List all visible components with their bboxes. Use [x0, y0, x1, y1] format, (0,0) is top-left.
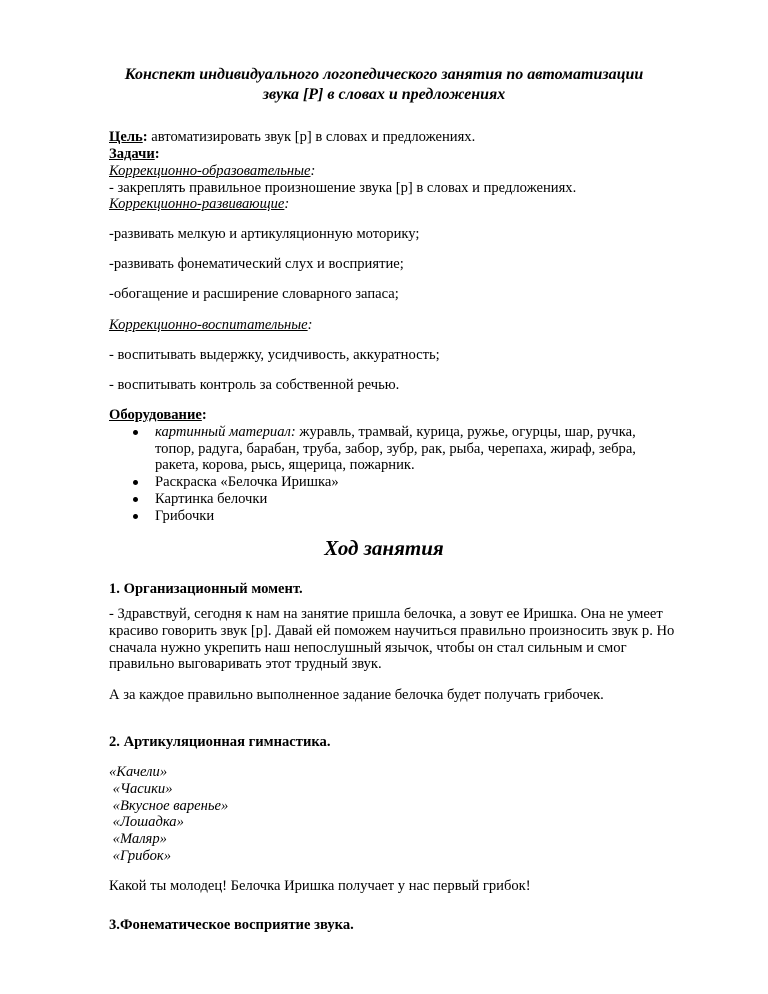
section-1-reward: А за каждое правильно выполненное задание белочка будет получать грибочек. [109, 687, 604, 703]
upbringing-subheading: Коррекционно-воспитательные: [109, 317, 313, 333]
picture-material-line: топор, радуга, барабан, труба, забор, зубр, рак, рыба, черепаха, жираф, зебра, [155, 441, 636, 457]
developmental-subheading: Коррекционно-развивающие: [109, 196, 290, 212]
picture-material-line: ракета, корова, рысь, ящерица, пожарник. [155, 457, 415, 473]
picture-material-label: картинный материал: [155, 424, 296, 440]
equipment-item: Картинка белочки [155, 491, 268, 507]
exercise-item: «Часики» [109, 781, 173, 797]
bullet-icon [133, 497, 138, 502]
upbringing-item: - воспитывать контроль за собственной речью. [109, 377, 400, 393]
section-1-paragraph-line: красиво говорить звук [р]. Давай ей поможем научиться правильно произносить звук р. Но [109, 623, 675, 639]
exercise-item: «Качели» [109, 764, 168, 780]
equipment-colon: : [201, 407, 207, 423]
developmental-item: -развивать мелкую и артикуляционную моторику; [109, 226, 420, 242]
bullet-icon [133, 480, 138, 485]
section-1-paragraph-line: правильно выговаривать этот трудный звук. [109, 656, 382, 672]
goal-label: Цель [109, 129, 143, 145]
equipment-item: Грибочки [155, 508, 215, 524]
exercise-item: «Лошадка» [109, 814, 184, 830]
goal-line [109, 129, 475, 146]
picture-material-text: журавль, трамвай, курица, ружье, огурцы, шар, ручка, [295, 424, 636, 440]
tasks-label: Задачи [109, 146, 155, 162]
section-3-title: 3.Фонематическое восприятие звука. [109, 917, 354, 933]
document-title-line-2: звука [Р] в словах и предложениях [262, 86, 506, 103]
educational-label: Коррекционно-образовательные [109, 163, 311, 179]
section-1-title: 1. Организационный момент. [109, 581, 303, 597]
developmental-item: -развивать фонематический слух и восприятие; [109, 256, 404, 272]
developmental-label: Коррекционно-развивающие [109, 196, 285, 212]
bullet-icon [133, 430, 138, 435]
upbringing-item: - воспитывать выдержку, усидчивость, аккуратность; [109, 347, 440, 363]
educational-subheading: Коррекционно-образовательные: [109, 163, 316, 179]
equipment-picture-material-line [155, 424, 636, 441]
section-2-praise: Какой ты молодец! Белочка Иришка получает у нас первый грибок! [109, 878, 531, 894]
developmental-item: -обогащение и расширение словарного запаса; [109, 286, 399, 302]
section-2-title: 2. Артикуляционная гимнастика. [109, 734, 331, 750]
bullet-icon [133, 514, 138, 519]
section-1-paragraph-line: - Здравствуй, сегодня к нам на занятие пришла белочка, а зовут ее Иришка. Она не умеет [109, 606, 663, 622]
section-1-paragraph-line: сначала нужно укрепить наш непослушный язычок, чтобы он стал сильным и смог [109, 640, 627, 656]
educational-item: - закреплять правильное произношение звука [р] в словах и предложениях. [109, 180, 577, 196]
lesson-heading: Ход занятия [324, 536, 444, 560]
goal-colon: : [142, 129, 148, 145]
tasks-colon: : [154, 146, 160, 162]
upbringing-label: Коррекционно-воспитательные [109, 317, 308, 333]
equipment-item: Раскраска «Белочка Иришка» [155, 474, 339, 490]
exercise-item: «Грибок» [109, 848, 172, 864]
document-title-line-1: Конспект индивидуального логопедического занятия по автоматизации [124, 66, 644, 83]
equipment-heading [109, 407, 207, 424]
goal-text: автоматизировать звук [р] в словах и предложениях. [147, 129, 476, 145]
exercise-item: «Вкусное варенье» [109, 798, 229, 814]
tasks-heading [109, 146, 160, 163]
exercise-item: «Маляр» [109, 831, 167, 847]
equipment-label: Оборудование [109, 407, 202, 423]
